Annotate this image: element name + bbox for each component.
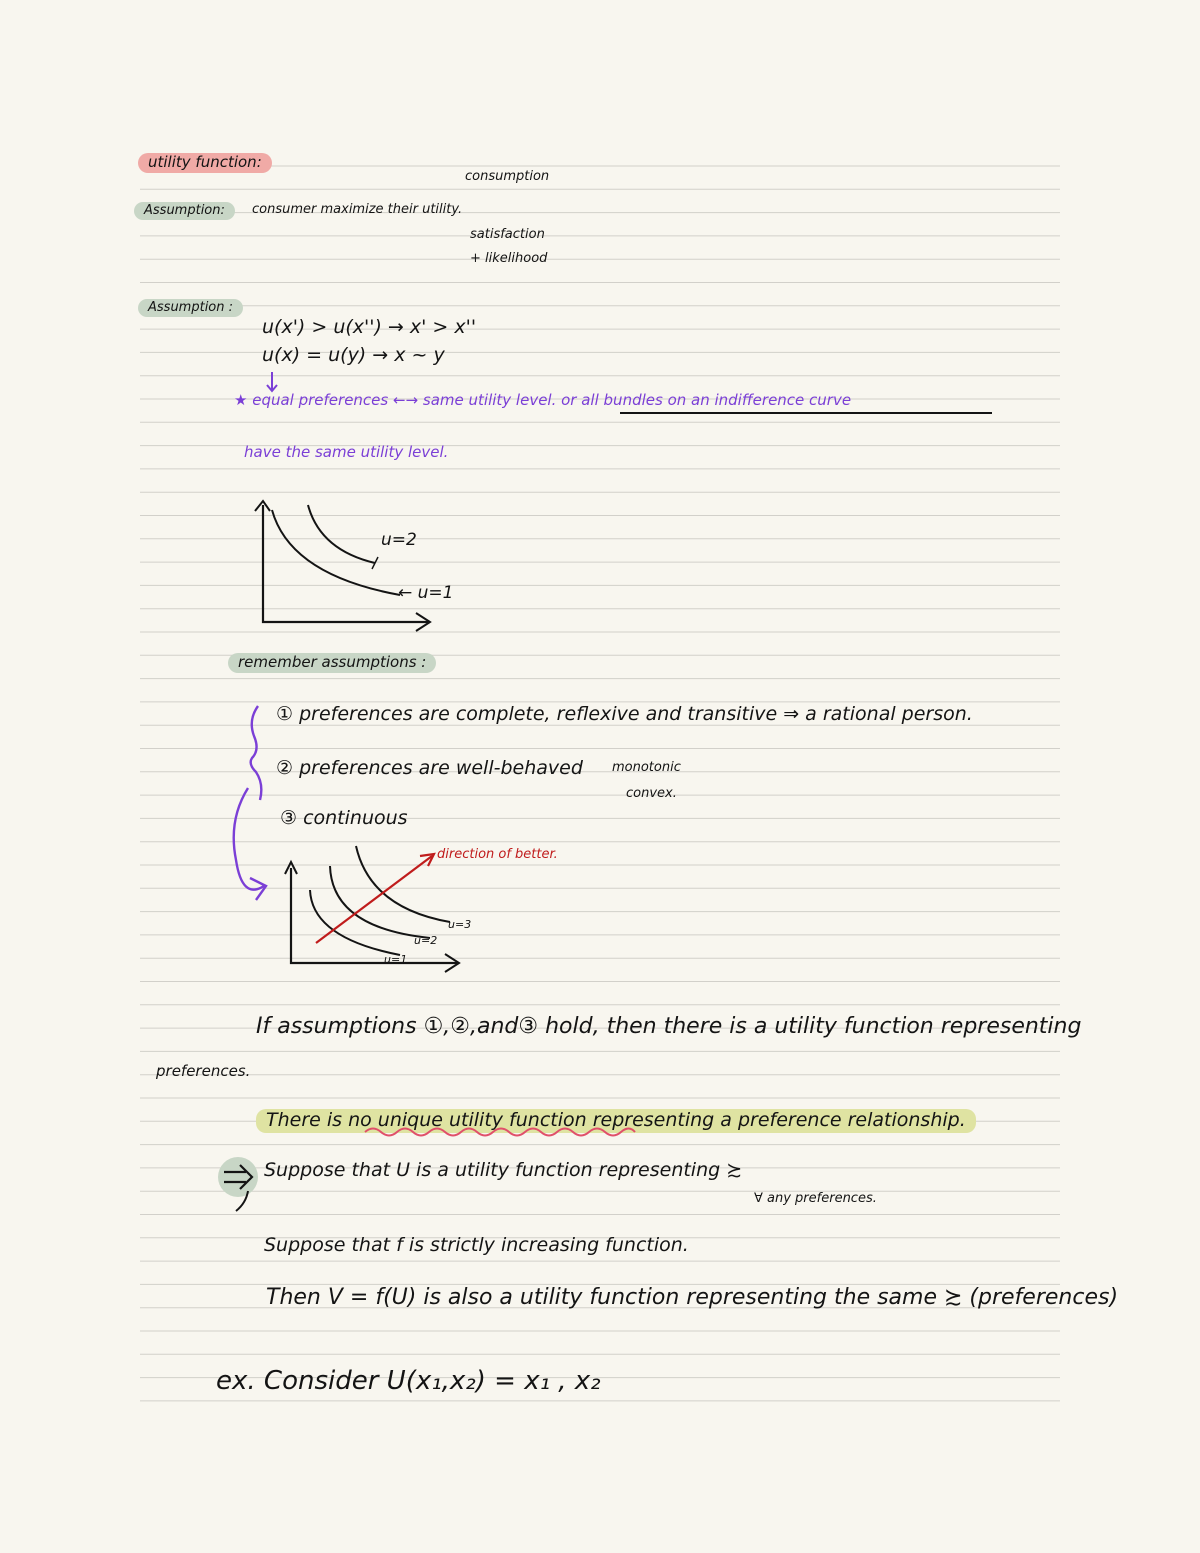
direction-arrow [316, 856, 432, 943]
example-line: ex. Consider U(x₁,x₂) = x₁ , x₂ [216, 1366, 601, 1396]
graph2-label-u3: u=3 [448, 918, 472, 931]
annotation-consumption: consumption [465, 169, 550, 184]
well-behaved-monotonic: monotonic [612, 760, 681, 775]
assumption-text: consumer maximize their utility. [252, 202, 463, 217]
indifference-curve-u2 [308, 505, 375, 563]
indifference-curve-u1 [272, 510, 400, 595]
direction-of-better-graph [282, 838, 612, 983]
annotation-satisfaction: satisfaction [470, 227, 545, 242]
indifference-curve-graph [250, 495, 460, 640]
remember-label: remember assumptions : [228, 653, 436, 673]
curve-label-u2: u=2 [381, 530, 417, 550]
suppose-f-line: Suppose that f is strictly increasing function. [264, 1234, 689, 1256]
theorem-line-1: If assumptions ①,②,and③ hold, then there is a utility function representing [256, 1014, 1082, 1039]
graph1-axes [263, 505, 428, 622]
underline [620, 410, 992, 416]
same-utility-line: have the same utility level. [244, 443, 449, 461]
equation-strict-preference: u(x') > u(x'') → x' > x'' [262, 316, 477, 338]
graph2-curve-u3 [356, 846, 450, 922]
graph2-label-u2: u=2 [414, 934, 438, 947]
well-behaved-convex: convex. [626, 786, 677, 801]
assumption-item-3: ③ continuous [280, 807, 408, 829]
squiggle-underline [365, 1125, 635, 1139]
graph2-curve-u2 [330, 866, 430, 938]
suppose-u-line: Suppose that U is a utility function representing ≿ [264, 1159, 743, 1181]
assumption-label: Assumption: [134, 202, 235, 220]
equal-preferences-line: ★ equal preferences ←→ same utility level. or all bundles on an indifference curve [234, 391, 852, 409]
assumption-item-2: ② preferences are well-behaved [276, 757, 583, 779]
assumption-block-label: Assumption : [138, 299, 243, 317]
no-unique-utility-highlight: There is no unique utility function representing a preference relationship. [256, 1109, 976, 1133]
bracket-icon [226, 700, 276, 920]
then-v-line: Then V = f(U) is also a utility function representing the same ≿ (preferences) [266, 1285, 1119, 1310]
equation-indifference: u(x) = u(y) → x ~ y [262, 344, 445, 366]
graph2-curve-u1 [310, 890, 400, 955]
annotation-likelihood: + likelihood [470, 251, 548, 266]
page-title: utility function: [138, 153, 272, 173]
implies-arrow-icon [214, 1155, 264, 1215]
any-preferences-note: ∀ any preferences. [754, 1191, 877, 1206]
theorem-line-2: preferences. [156, 1062, 251, 1080]
direction-label: direction of better. [437, 847, 558, 862]
curve-label-u1: ← u=1 [398, 583, 454, 603]
graph2-label-u1: u=1 [384, 953, 408, 966]
assumption-item-1: ① preferences are complete, reflexive and transitive ⇒ a rational person. [276, 703, 973, 725]
